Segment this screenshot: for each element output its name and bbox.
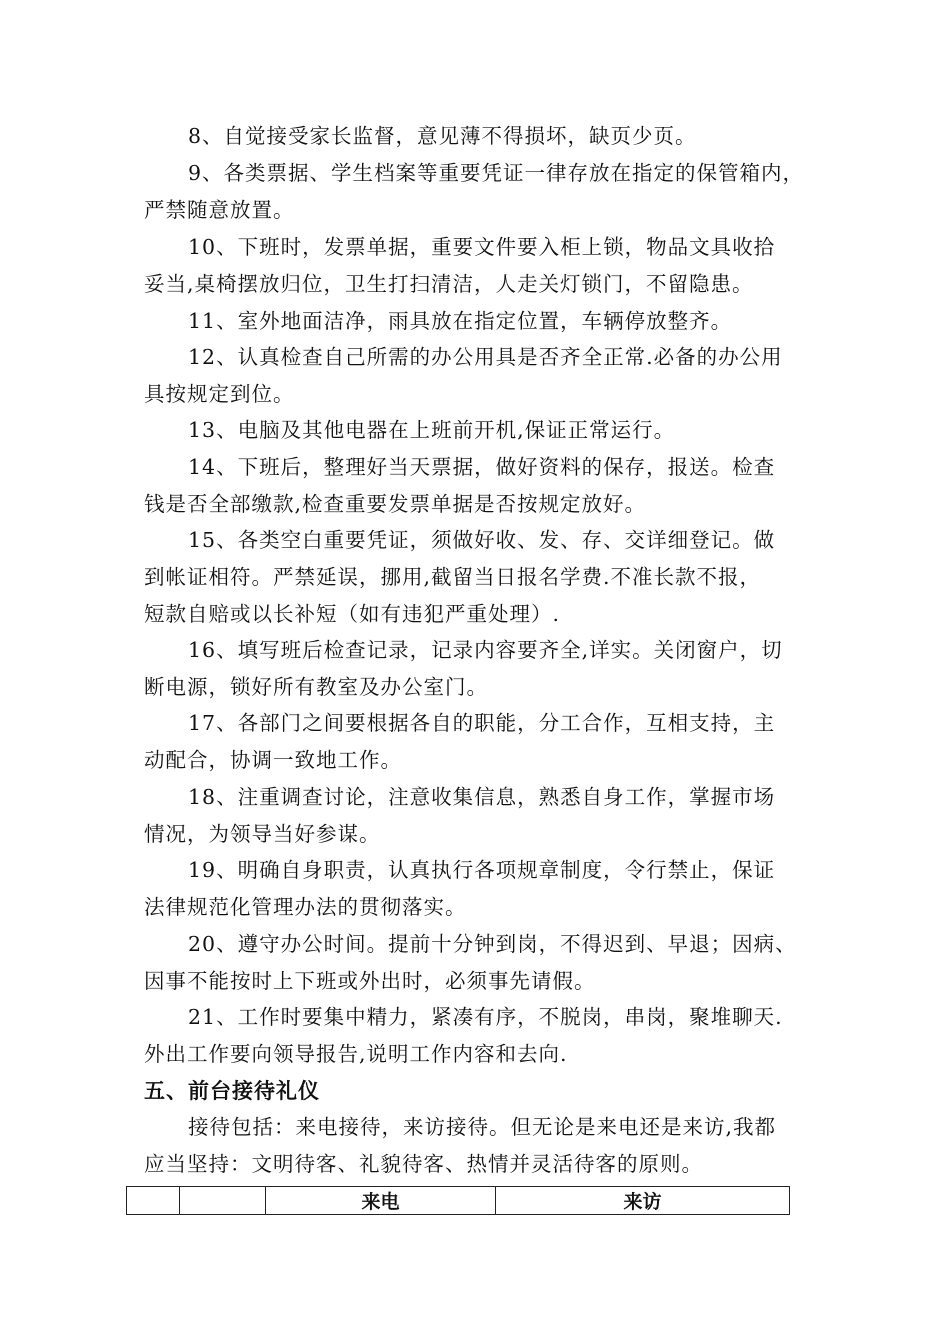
paragraph-9: [144, 155, 814, 229]
paragraph-line: 11、室外地面洁净，雨具放在指定位置，车辆停放整齐。: [188, 309, 733, 333]
paragraph-line: 断电源，锁好所有教室及办公室门。: [144, 675, 488, 699]
table-header-cell: [180, 1187, 266, 1215]
paragraph-line: 15、各类空白重要凭证，须做好收、发、存、交详细登记。做: [188, 528, 776, 552]
paragraph-line: 短款自赔或以长补短（如有违犯严重处理）.: [144, 602, 561, 626]
paragraph-17: [144, 705, 814, 779]
table-header-cell: [127, 1187, 180, 1215]
paragraph-8: [144, 118, 814, 155]
paragraph-line: 12、认真检查自己所需的办公用具是否齐全正常.必备的办公用: [188, 345, 783, 369]
paragraph-line: 17、各部门之间要根据各自的职能，分工合作，互相支持，主: [188, 711, 776, 735]
paragraph-line: 18、注重调查讨论，注意收集信息，熟悉自身工作，掌握市场: [188, 785, 776, 809]
paragraph-21: [144, 999, 814, 1073]
paragraph-14: [144, 449, 814, 523]
paragraph-13: [144, 412, 814, 449]
section-heading: 五、前台接待礼仪: [144, 1079, 320, 1103]
paragraph-line: 10、下班时，发票单据，重要文件要入柜上锁，物品文具收拾: [188, 235, 776, 259]
paragraph-line: 到帐证相符。严禁延误，挪用,截留当日报名学费.不准长款不报，: [144, 565, 762, 589]
paragraph-line: 外出工作要向领导报告,说明工作内容和去向.: [144, 1042, 568, 1066]
paragraph-line: 妥当,桌椅摆放归位，卫生打扫清洁，人走关灯锁门，不留隐患。: [144, 272, 754, 296]
paragraph-line: 16、填写班后检查记录，记录内容要齐全,详实。关闭窗户，切: [188, 638, 783, 662]
paragraph-line: 因事不能按时上下班或外出时，必须事先请假。: [144, 969, 596, 993]
paragraph-line: 动配合，协调一致地工作。: [144, 748, 402, 772]
section-intro: [144, 1109, 814, 1183]
paragraph-line: 21、工作时要集中精力，紧凑有序，不脱岗，串岗，聚堆聊天.: [188, 1005, 783, 1029]
paragraph-line: 法律规范化管理办法的贯彻落实。: [144, 895, 467, 919]
paragraph-line: 情况，为领导当好参谋。: [144, 822, 381, 846]
paragraph-line: 钱是否全部缴款,检查重要发票单据是否按规定放好。: [144, 492, 647, 516]
paragraph-line: 20、遵守办公时间。提前十分钟到岗，不得迟到、早退；因病、: [188, 932, 797, 956]
paragraph-line: 14、下班后，整理好当天票据，做好资料的保存，报送。检查: [188, 455, 776, 479]
paragraph-16: [144, 632, 814, 706]
paragraph-15: [144, 522, 814, 633]
paragraph-line: 严禁随意放置。: [144, 198, 295, 222]
table-header-visit: 来访: [496, 1187, 790, 1215]
table-header-row: [127, 1187, 790, 1215]
paragraph-line: 接待包括：来电接待，来访接待。但无论是来电还是来访,我都: [188, 1115, 777, 1139]
paragraph-11: [144, 303, 814, 340]
paragraph-12: [144, 339, 814, 413]
paragraph-line: 具按规定到位。: [144, 382, 295, 406]
reception-table: [126, 1186, 790, 1215]
paragraph-18: [144, 779, 814, 853]
paragraph-line: 8、自觉接受家长监督，意见薄不得损坏，缺页少页。: [188, 124, 697, 148]
paragraph-10: [144, 229, 814, 303]
paragraph-line: 13、电脑及其他电器在上班前开机,保证正常运行。: [188, 418, 676, 442]
paragraph-19: [144, 852, 814, 926]
table-header-phone: 来电: [266, 1187, 496, 1215]
paragraph-line: 应当坚持：文明待客、礼貌待客、热情并灵活待客的原则。: [144, 1152, 703, 1176]
paragraph-line: 19、明确自身职责，认真执行各项规章制度，令行禁止，保证: [188, 858, 776, 882]
paragraph-line: 9、各类票据、学生档案等重要凭证一律存放在指定的保管箱内，: [188, 161, 805, 185]
paragraph-20: [144, 926, 814, 1000]
